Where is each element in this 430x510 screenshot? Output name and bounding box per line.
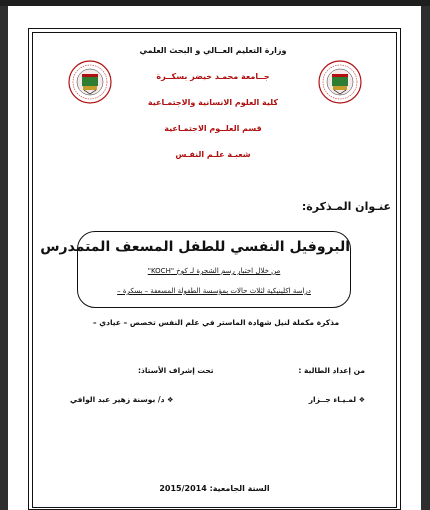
university-line: جــامعة محمـد خيضر بسكــرة [156,72,270,81]
branch-line: شعبـة علـم النفـس [175,150,251,159]
document-page [8,6,421,510]
department-line: قسم العلــوم الاجتمـاعية [164,124,262,133]
university-seal-icon [318,60,362,104]
degree-note: مذكرة مكملة لنيل شهادة الماستر في علم النفس تخصص – عيادي – [92,318,340,327]
student-label: من إعداد الطالبة : [298,366,365,375]
title-box [40,231,351,308]
university-seal-icon [68,60,112,104]
academic-year: السنة الجامعية: 2015/2014 [159,484,270,493]
student-name [309,395,365,404]
student-name-text: لمـيـاء جــزار [308,395,357,404]
thesis-subtitle-method: من خلال اختبار رسم الشجرة لـ كوخ "KOCH" [147,267,281,275]
supervisor-label: تحت إشراف الأستاذ: [138,366,214,375]
thesis-main-title: البروفيل النفسي للطفل المسعف المتمدرس [40,239,350,255]
faculty-line: كلية العلوم الانسانية والاجتمـاعية [147,98,279,107]
supervisor-name [70,395,173,404]
bullet-icon: ❖ [358,396,365,404]
thesis-title-label: عنـوان المـذكرة: [301,200,391,213]
bullet-icon: ❖ [167,396,174,404]
ministry-line: وزارة التعليم العــالي و البحث العلمي [139,46,287,55]
supervisor-name-text: د/ بوسنة زهير عبد الوافي [70,395,165,404]
thesis-subtitle-study: دراسة اكلينيكية لثلاث حالات بمؤسسة الطفولة المسعفة – بسكرة – [117,287,311,295]
